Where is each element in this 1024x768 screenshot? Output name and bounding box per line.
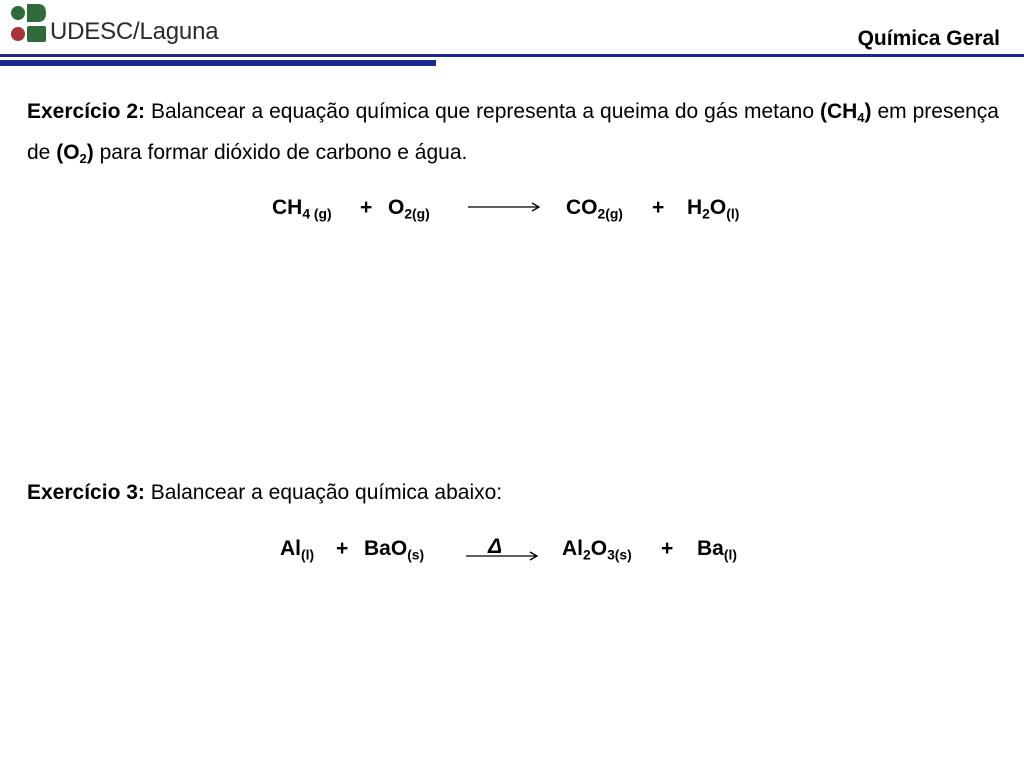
- exercise-3-label: Exercício 3:: [27, 481, 145, 504]
- exercise-2-text-3: para formar dióxido de carbono e água.: [93, 141, 468, 164]
- formula-o2: $(O_2)$: [56, 141, 94, 167]
- exercise-2-label: Exercício 2:: [27, 100, 146, 123]
- header-rule-thick: [0, 60, 436, 66]
- exercise-2-text-2: em presença de: [27, 100, 999, 164]
- eq2-plus-2: +: [652, 196, 665, 219]
- eq2-reactant-ch4: $CH_4$ $_{(g)}$: [272, 196, 332, 222]
- eq3-plus-2: +: [661, 537, 674, 560]
- eq3-plus-1: +: [336, 537, 349, 560]
- course-title: Química Geral: [857, 27, 1000, 50]
- eq2-reactant-o2: $O_{2(g)}$: [388, 196, 430, 222]
- eq2-product-co2: $CO_{2(g)}$: [566, 196, 623, 222]
- exercise-2-text-1: Balancear a equação química que representa a queima do gás metano: [145, 100, 820, 123]
- exercise-2-statement: [27, 91, 999, 173]
- eq2-plus-1: +: [360, 196, 373, 219]
- eq2-product-h2o: $H_2O_{(l)}$: [687, 196, 740, 222]
- header-rule-thin: [0, 54, 1024, 57]
- eq3-reactant-al: $Al_{(l)}$: [280, 537, 315, 563]
- eq3-reactant-bao: BaO$_{(s)}$: [364, 537, 425, 563]
- exercise-3-text: Balancear a equação química abaixo:: [144, 481, 503, 504]
- eq3-product-ba: $Ba_{(l)}$: [697, 537, 737, 563]
- eq3-product-al2o3: $Al_2O_{3(s)}$: [562, 537, 632, 563]
- formula-ch4: $(CH_4)$: [819, 100, 872, 126]
- logo-text: UDESC/Laguna: [50, 18, 219, 45]
- udesc-logo-icon: [8, 2, 48, 46]
- eq3-reaction-arrow-icon: [466, 549, 542, 563]
- exercise-3-statement: [27, 472, 999, 513]
- eq2-reaction-arrow-icon: [468, 200, 544, 214]
- eq3-heat-condition: Δ: [488, 535, 503, 558]
